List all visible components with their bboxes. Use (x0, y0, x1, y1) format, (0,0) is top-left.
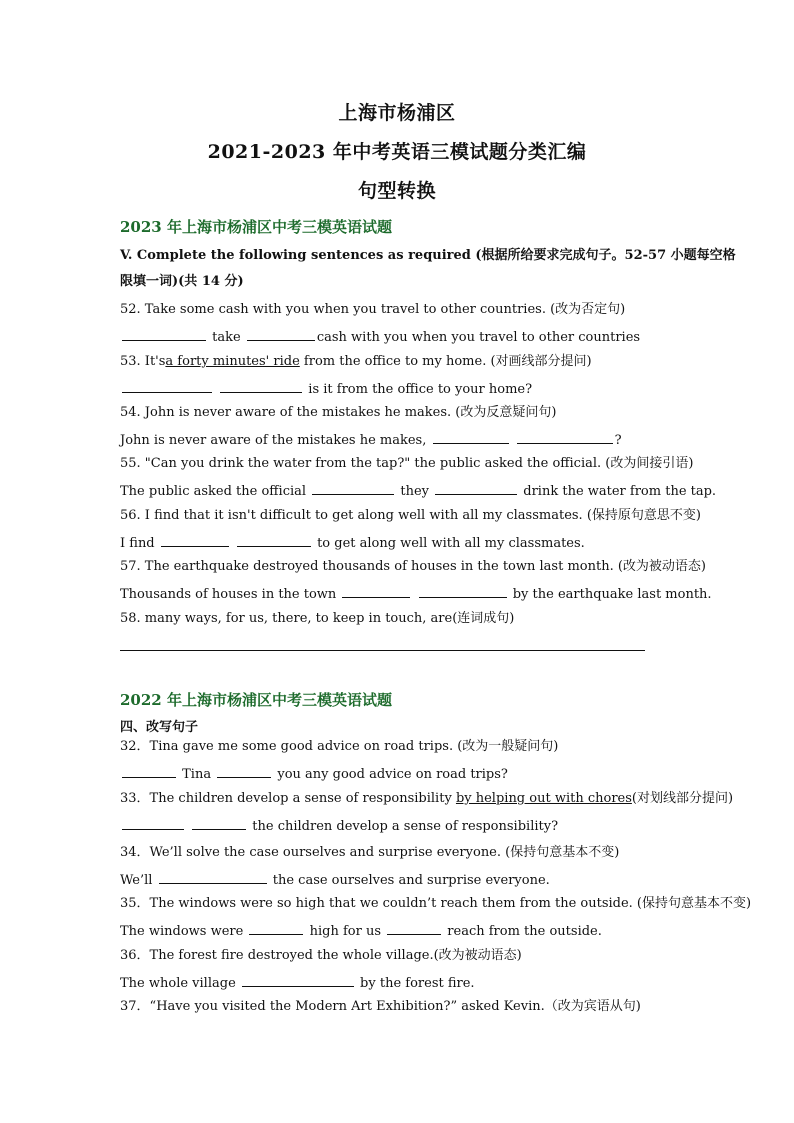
answer-blank[interactable] (435, 481, 517, 495)
answer-52 (120, 327, 640, 347)
section-heading-2022: 2022 年上海市杨浦区中考三模英语试题 (120, 691, 392, 709)
answer-text: by the earthquake last month. (512, 587, 712, 602)
answer-text: We’ll (120, 873, 153, 888)
answer-text: they (400, 484, 429, 499)
question-57: 57. The earthquake destroyed thousands of houses in the town last month. (改为被动语态) (120, 559, 706, 574)
title-collection: 2021-2023 年中考英语三模试题分类汇编 (207, 141, 587, 163)
answer-blank[interactable] (387, 921, 441, 935)
question-text: 53. It's (120, 354, 166, 369)
answer-text: to get along well with all my classmates. (317, 536, 585, 551)
instruction-line-1: V. Complete the following sentences as required (根据所给要求完成句子。52-57 小题每空格 (120, 248, 736, 263)
question-52: 52. Take some cash with you when you travel to other countries. (改为否定句) (120, 302, 626, 317)
answer-blank[interactable] (237, 533, 311, 547)
answer-blank[interactable] (161, 533, 229, 547)
answer-text: Tina (182, 767, 212, 782)
question-56: 56. I find that it isn't difficult to get along well with all my classmates. (保持原句意思不变) (120, 508, 701, 523)
part-heading: 四、改写句子 (120, 720, 199, 735)
answer-text: high for us (309, 924, 382, 939)
section-heading-2023: 2023 年上海市杨浦区中考三模英语试题 (120, 218, 392, 236)
answer-text: The whole village (120, 976, 236, 991)
answer-36 (120, 973, 475, 993)
answer-55 (120, 481, 716, 501)
answer-blank[interactable] (242, 973, 354, 987)
underlined-phrase: by helping out with chores (455, 791, 632, 806)
question-53 (120, 353, 592, 371)
question-text: (对划线部分提问) (631, 791, 734, 806)
answer-54 (120, 430, 622, 450)
answer-text: drink the water from the tap. (523, 484, 717, 499)
answer-blank[interactable] (122, 764, 176, 778)
answer-text: by the forest fire. (360, 976, 475, 991)
question-58: 58. many ways, for us, there, to keep in touch, are(连词成句) (120, 611, 515, 626)
question-text: 33．The children develop a sense of responsibility (120, 791, 452, 806)
answer-blank[interactable] (247, 327, 315, 341)
question-35: 35．The windows were so high that we couldn’t reach them from the outside. (保持句意基本不变) (120, 896, 752, 911)
answer-34 (120, 870, 550, 890)
question-36: 36．The forest fire destroyed the whole village.(改为被动语态) (120, 948, 522, 963)
answer-text: the children develop a sense of responsibility? (252, 819, 559, 834)
answer-blank[interactable] (342, 584, 410, 598)
answer-53 (120, 379, 532, 399)
answer-text: take (212, 330, 241, 345)
question-32: 32．Tina gave me some good advice on road trips. (改为一般疑问句) (120, 739, 559, 754)
answer-blank[interactable] (312, 481, 394, 495)
answer-blank[interactable] (517, 430, 613, 444)
answer-text: The windows were (120, 924, 244, 939)
answer-57 (120, 584, 712, 604)
answer-text: The public asked the official (120, 484, 307, 499)
answer-text: the case ourselves and surprise everyone. (272, 873, 550, 888)
answer-text: I find (120, 536, 155, 551)
answer-blank[interactable] (122, 816, 184, 830)
answer-blank[interactable] (192, 816, 246, 830)
question-text: from the office to my home. (对画线部分提问) (303, 354, 592, 369)
question-55: 55. "Can you drink the water from the tap?" the public asked the official. (改为间接引语) (120, 456, 694, 471)
answer-text: John is never aware of the mistakes he makes, (120, 433, 427, 448)
answer-blank[interactable] (419, 584, 507, 598)
answer-text: you any good advice on road trips? (277, 767, 508, 782)
answer-blank[interactable] (122, 327, 206, 341)
answer-56 (120, 533, 585, 553)
answer-text: is it from the office to your home? (308, 382, 533, 397)
answer-text: Thousands of houses in the town (120, 587, 337, 602)
answer-33 (120, 816, 558, 836)
instruction-line-2: 限填一词)(共 14 分) (120, 274, 244, 289)
answer-32 (120, 764, 508, 784)
answer-blank[interactable] (217, 764, 271, 778)
answer-blank[interactable] (122, 379, 212, 393)
answer-blank[interactable] (220, 379, 302, 393)
answer-blank[interactable] (433, 430, 509, 444)
title-district: 上海市杨浦区 (338, 102, 456, 124)
answer-blank[interactable] (159, 870, 267, 884)
title-topic: 句型转换 (357, 180, 436, 202)
answer-line-58[interactable] (120, 650, 645, 651)
underlined-phrase: a forty minutes' ride (165, 354, 300, 369)
question-34: 34．We’ll solve the case ourselves and surprise everyone. (保持句意基本不变) (120, 845, 620, 860)
question-37: 37．“Have you visited the Modern Art Exhibition?” asked Kevin.（改为宾语从句) (120, 999, 641, 1014)
answer-35 (120, 921, 602, 941)
answer-text: cash with you when you travel to other countries (316, 330, 641, 345)
answer-text: reach from the outside. (447, 924, 602, 939)
answer-blank[interactable] (249, 921, 303, 935)
question-54: 54. John is never aware of the mistakes he makes. (改为反意疑问句) (120, 405, 557, 420)
question-33 (120, 790, 733, 808)
answer-text: ? (614, 433, 622, 448)
